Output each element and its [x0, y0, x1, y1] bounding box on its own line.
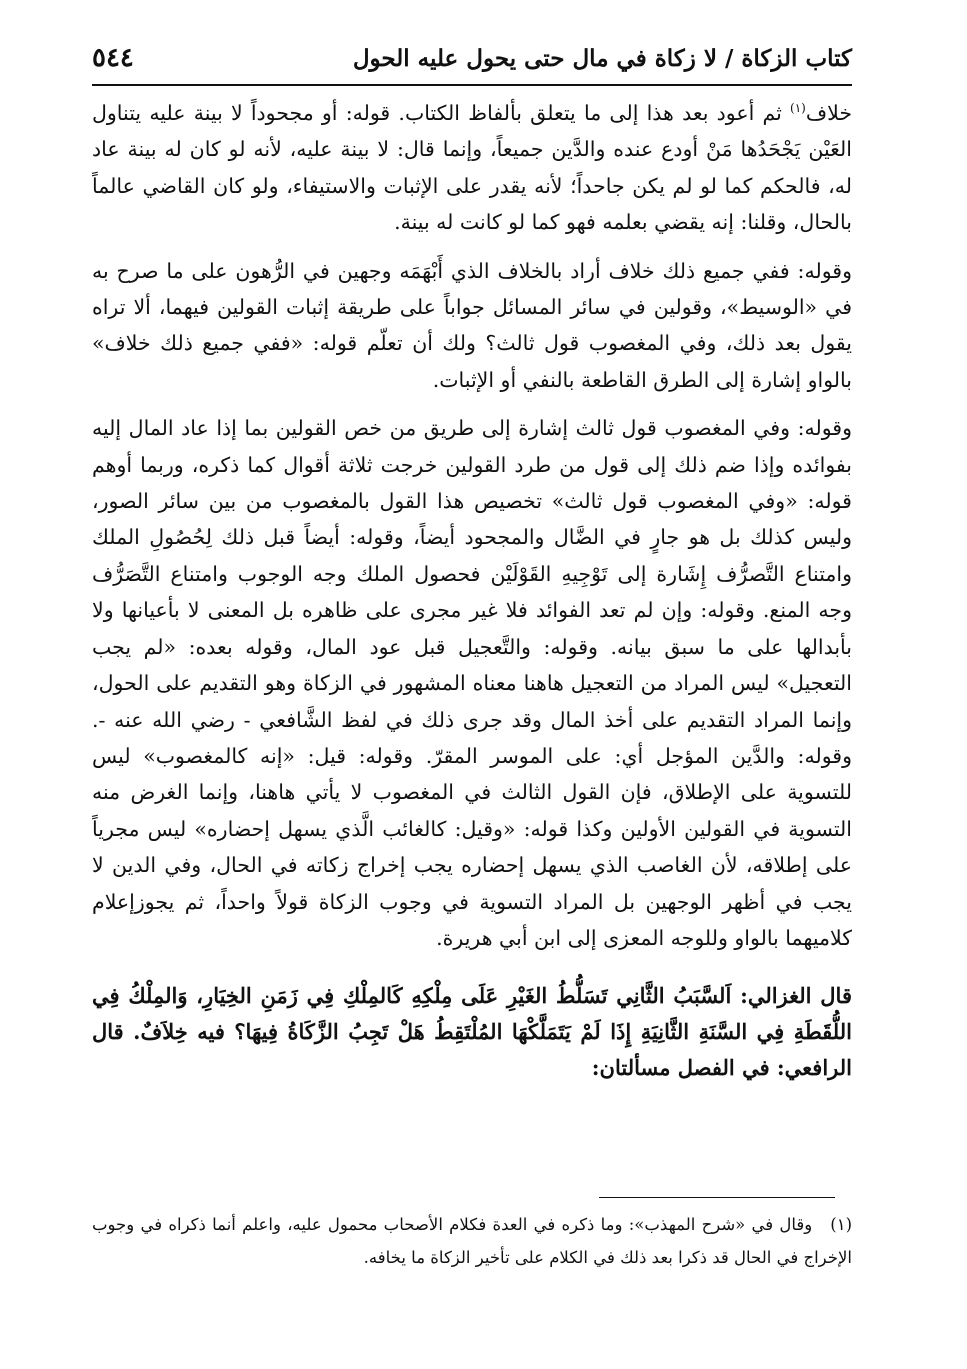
main-text — [92, 95, 852, 1098]
paragraph-1 — [92, 95, 852, 241]
footnote-text: وقال في «شرح المهذب»: وما ذكره في العدة فكلام الأصحاب محمول عليه، واعلم أنما ذكراه في وجوب الإخراج في الحال قد ذكرا بعد ذلك في الكلام على تأخير الزكاة ما يخافه. — [92, 1215, 852, 1267]
paragraph-3: وقوله: وفي المغصوب قول ثالث إشارة إلى طريق من خص القولين بما إذا عاد المال إليه بفوائده وإذا ضم ذلك إلى قول من طرد القولين خرجت ثلاثة أقوال كما ذكره، وربما أوهم قوله: «وفي المغصوب قول ثالث» تخصيص هذا القول بالمغصوب من بين سائر الصور، وليس كذلك بل هو جارٍ في الضَّال والمجحود أيضاً، وقوله: أيضاً قبل ذلك لِحُصُولِ الملك وامتناع التَّصرُّف إِشَارة إلى تَوْجِيهِ القَوْلَيْن فحصول الملك وجه الوجوب وامتناع التَّصَرُّف وجه المنع. وقوله: وإن لم تعد الفوائد فلا غير مجرى على ظاهره بل المعنى لا بأعيانها ولا بأبدالها على ما سبق بيانه. وقوله: والتَّعجيل قبل عود المال، وقوله بعده: «لم يجب التعجيل» ليس المراد من التعجيل هاهنا معناه المشهور في الزكاة وهو التقديم على الحول، وإنما المراد التقديم على أخذ المال وقد جرى ذلك في لفظ الشَّافعي - رضي الله عنه -. وقوله: والدَّين المؤجل أي: على الموسر المقرّ. وقوله: قيل: «إنه كالمغصوب» ليس للتسوية على الإطلاق، فإن القول الثالث في المغصوب لا يأتي هاهنا، وإنما الغرض منه التسوية في القولين الأولين وكذا قوله: «وقيل: كالغائب الَّذي يسهل إحضاره» ليس مجرياً على إطلاقه، لأن الغاصب الذي يسهل إحضاره يجب إخراج زكاته في الحال، وفي الدين لا يجب في أظهر الوجهين بل المراد التسوية في وجوب الزكاة قولاً واحداً، ثم يجوزإعلام كلاميهما بالواو وللوجه المعزى إلى ابن أبي هريرة. — [92, 416, 852, 950]
footnote-marker: (١) — [830, 1215, 852, 1234]
paragraph-ghazali: قال الغزالي: اَلسَّبَبُ الثَّانِي تَسَلُّطُ الغَيْرِ عَلَى مِلْكِهِ كَالمِلْكِ فِي زَمَنِ الخِيَارِ، وَالمِلْكُ فِي اللُّقَطَةِ فِي السَّنَةِ الثَّانِيَةِ إِذَا لَمْ يَتَمَلَّكْهَا المُلْتَقِطُ هَلْ تَجِبُ الزَّكَاةُ فِيهَا؟ فيه خِلاَفٌ. قال الرافعي: في الفصل مسألتان: — [92, 983, 852, 1081]
running-header — [92, 36, 852, 80]
footnote-reference[interactable]: (١) — [790, 101, 806, 116]
paragraph-2: وقوله: ففي جميع ذلك خلاف أراد بالخلاف الذي أَبْهَمَه وجهين في الرُّهون على ما صرح به في «الوسيط»، وقولين في سائر المسائل جواباً على طريقة إثبات القولين فيهما، ألا تراه يقول بعد ذلك، وفي المغصوب قول ثالث؟ ولك أن تعلّم قوله: «ففي جميع ذلك خلاف» بالواو إشارة إلى الطرق القاطعة بالنفي أو الإثبات. — [92, 258, 852, 392]
header-rule — [92, 84, 852, 86]
page-number: ٥٤٤ — [92, 43, 134, 73]
paragraph-1-text: ثم أعود بعد هذا إلى ما يتعلق بألفاظ الكتاب. قوله: أو مجحوداً لا بينة عليه يتناول العَيْن يَجْحَدُها مَنْ أودع عنده والدَّين جميعاً، وإنما قال: لا بينة عليه، لأنه لو كان له بينة عاد له، فالحكم كما لو لم يكن جاحداً؛ لأنه يقدر على الإثبات والاستيفاء، ولو كان القاضي عالماً بالحال، وقلنا: إنه يقضي بعلمه فهو كما لو كانت له بينة. — [92, 101, 852, 235]
footnote — [92, 1208, 852, 1274]
header-title: كتاب الزكاة / لا زكاة في مال حتى يحول عليه الحول — [352, 44, 852, 72]
paragraph-1-lead: خلاف — [805, 101, 852, 125]
footnote-separator — [599, 1197, 835, 1198]
